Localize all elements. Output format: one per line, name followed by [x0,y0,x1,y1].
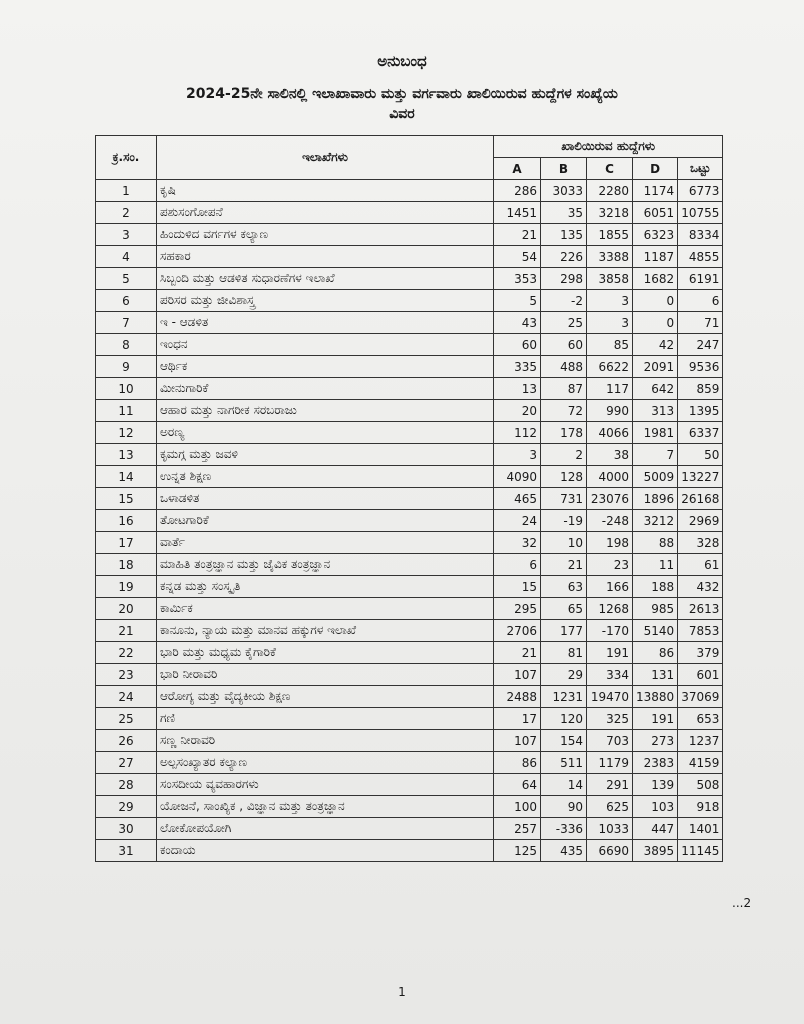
total-cell: 71 [678,312,723,334]
department-cell: ಲೋಕೋಪಯೋಗಿ [157,818,494,840]
value-a-cell: 112 [494,422,541,444]
value-d-cell: 11 [633,554,678,576]
value-c-cell: 291 [587,774,633,796]
department-cell: ಮಾಹಿತಿ ತಂತ್ರಜ್ಞಾನ ಮತ್ತು ಜೈವಿಕ ತಂತ್ರಜ್ಞಾನ [157,554,494,576]
total-cell: 918 [678,796,723,818]
value-c-cell: 1033 [587,818,633,840]
serial-cell: 17 [96,532,157,554]
total-cell: 6 [678,290,723,312]
value-a-cell: 2488 [494,686,541,708]
value-b-cell: 731 [541,488,587,510]
value-b-cell: 154 [541,730,587,752]
value-d-cell: 447 [633,818,678,840]
value-b-cell: -2 [541,290,587,312]
annex-label: ಅನುಬಂಧ [377,52,427,70]
continuation-marker: ...2 [732,896,752,910]
table-row [96,840,723,862]
value-d-cell: 13880 [633,686,678,708]
value-c-cell: 3 [587,312,633,334]
value-c-cell: -248 [587,510,633,532]
total-cell: 653 [678,708,723,730]
value-d-cell: 642 [633,378,678,400]
value-c-cell: 3858 [587,268,633,290]
total-cell: 4855 [678,246,723,268]
value-a-cell: 17 [494,708,541,730]
table-row [96,334,723,356]
value-c-cell: 4000 [587,466,633,488]
value-b-cell: 81 [541,642,587,664]
value-a-cell: 6 [494,554,541,576]
department-cell: ಕಾನೂನು, ನ್ಯಾಯ ಮತ್ತು ಮಾನವ ಹಕ್ಕುಗಳ ಇಲಾಖೆ [157,620,494,642]
serial-cell: 26 [96,730,157,752]
value-b-cell: 135 [541,224,587,246]
table-row [96,422,723,444]
table-row [96,620,723,642]
value-b-cell: 488 [541,356,587,378]
value-b-cell: 14 [541,774,587,796]
value-d-cell: 5140 [633,620,678,642]
value-c-cell: 3388 [587,246,633,268]
total-cell: 328 [678,532,723,554]
value-a-cell: 15 [494,576,541,598]
value-a-cell: 286 [494,180,541,202]
value-b-cell: 35 [541,202,587,224]
total-cell: 8334 [678,224,723,246]
department-cell: ಆರೋಗ್ಯ ಮತ್ತು ವೈದ್ಯಕೀಯ ಶಿಕ್ಷಣ [157,686,494,708]
table-row [96,686,723,708]
serial-cell: 18 [96,554,157,576]
col-d-header: D [633,158,678,180]
total-cell: 6191 [678,268,723,290]
value-d-cell: 3212 [633,510,678,532]
value-b-cell: 10 [541,532,587,554]
total-cell: 9536 [678,356,723,378]
department-cell: ಭಾರಿ ನೀರಾವರಿ [157,664,494,686]
table-row [96,488,723,510]
value-d-cell: 88 [633,532,678,554]
serial-cell: 16 [96,510,157,532]
value-c-cell: 1268 [587,598,633,620]
department-cell: ಆಹಾರ ಮತ್ತು ನಾಗರೀಕ ಸರಬರಾಜು [157,400,494,422]
department-cell: ಕಾರ್ಮಿಕ [157,598,494,620]
vacancy-group-header: ಖಾಲಿಯಿರುವ ಹುದ್ದೆಗಳು [494,136,723,158]
serial-cell: 22 [96,642,157,664]
value-c-cell: 19470 [587,686,633,708]
value-b-cell: 90 [541,796,587,818]
table-row [96,576,723,598]
department-cell: ತೋಟಗಾರಿಕೆ [157,510,494,532]
value-c-cell: 325 [587,708,633,730]
value-d-cell: 7 [633,444,678,466]
serial-cell: 25 [96,708,157,730]
total-cell: 247 [678,334,723,356]
value-b-cell: 63 [541,576,587,598]
table-row [96,598,723,620]
table-row [96,664,723,686]
department-cell: ಯೋಜನೆ, ಸಾಂಖ್ಯಿಕ , ವಿಜ್ಞಾನ ಮತ್ತು ತಂತ್ರಜ್ಞಾನ [157,796,494,818]
table-row [96,246,723,268]
page-number: 1 [398,985,406,999]
value-d-cell: 86 [633,642,678,664]
table-row [96,818,723,840]
department-cell: ಪರಿಸರ ಮತ್ತು ಜೀವಿಶಾಸ್ತ್ರ [157,290,494,312]
value-a-cell: 43 [494,312,541,334]
total-cell: 13227 [678,466,723,488]
value-c-cell: 191 [587,642,633,664]
table-row [96,774,723,796]
total-cell: 1395 [678,400,723,422]
value-b-cell: 226 [541,246,587,268]
total-cell: 7853 [678,620,723,642]
value-b-cell: 60 [541,334,587,356]
value-b-cell: 128 [541,466,587,488]
total-cell: 6337 [678,422,723,444]
table-row [96,356,723,378]
value-a-cell: 107 [494,730,541,752]
department-cell: ಕೃಮಗ್ಗ ಮತ್ತು ಜವಳಿ [157,444,494,466]
total-cell: 1237 [678,730,723,752]
value-b-cell: 29 [541,664,587,686]
value-c-cell: 703 [587,730,633,752]
serial-cell: 20 [96,598,157,620]
value-d-cell: 191 [633,708,678,730]
table-row [96,202,723,224]
department-cell: ಇ - ಆಡಳಿತ [157,312,494,334]
department-header: ಇಲಾಖೆಗಳು [157,136,494,180]
value-d-cell: 985 [633,598,678,620]
value-b-cell: 511 [541,752,587,774]
serial-cell: 13 [96,444,157,466]
total-cell: 11145 [678,840,723,862]
serial-cell: 27 [96,752,157,774]
serial-cell: 8 [96,334,157,356]
value-a-cell: 21 [494,224,541,246]
department-cell: ಅರಣ್ಯ [157,422,494,444]
table-row [96,796,723,818]
department-cell: ಕೃಷಿ [157,180,494,202]
department-cell: ಸಂಸದೀಯ ವ್ಯವಹಾರಗಳು [157,774,494,796]
serial-cell: 31 [96,840,157,862]
value-d-cell: 6323 [633,224,678,246]
col-c-header: C [587,158,633,180]
value-c-cell: 23 [587,554,633,576]
department-cell: ಗಣಿ [157,708,494,730]
col-a-header: A [494,158,541,180]
value-c-cell: 117 [587,378,633,400]
department-cell: ಮೀನುಗಾರಿಕೆ [157,378,494,400]
table-row [96,444,723,466]
department-cell: ಇಂಧನ [157,334,494,356]
value-a-cell: 60 [494,334,541,356]
value-b-cell: -336 [541,818,587,840]
value-c-cell: -170 [587,620,633,642]
total-cell: 432 [678,576,723,598]
department-cell: ಕಂದಾಯ [157,840,494,862]
table-row [96,400,723,422]
value-d-cell: 2091 [633,356,678,378]
total-cell: 6773 [678,180,723,202]
total-cell: 4159 [678,752,723,774]
value-a-cell: 335 [494,356,541,378]
value-a-cell: 32 [494,532,541,554]
value-a-cell: 257 [494,818,541,840]
value-b-cell: 65 [541,598,587,620]
table-row [96,180,723,202]
serial-cell: 15 [96,488,157,510]
serial-cell: 23 [96,664,157,686]
serial-header: ಕ್ರ.ಸಂ. [96,136,157,180]
vacancy-table [95,135,723,862]
value-a-cell: 64 [494,774,541,796]
serial-cell: 28 [96,774,157,796]
value-c-cell: 4066 [587,422,633,444]
value-c-cell: 625 [587,796,633,818]
serial-cell: 1 [96,180,157,202]
department-cell: ಪಶುಸಂಗೋಪನೆ [157,202,494,224]
serial-cell: 21 [96,620,157,642]
total-cell: 61 [678,554,723,576]
value-b-cell: 177 [541,620,587,642]
value-c-cell: 1179 [587,752,633,774]
value-d-cell: 313 [633,400,678,422]
value-b-cell: 72 [541,400,587,422]
value-a-cell: 465 [494,488,541,510]
value-b-cell: 2 [541,444,587,466]
value-c-cell: 198 [587,532,633,554]
value-a-cell: 295 [494,598,541,620]
value-c-cell: 6690 [587,840,633,862]
value-a-cell: 125 [494,840,541,862]
department-cell: ಭಾರಿ ಮತ್ತು ಮಧ್ಯಮ ಕೈಗಾರಿಕೆ [157,642,494,664]
document-title-continued: ವಿವರ [389,106,415,122]
value-c-cell: 3 [587,290,633,312]
serial-cell: 12 [96,422,157,444]
value-a-cell: 20 [494,400,541,422]
value-c-cell: 6622 [587,356,633,378]
value-c-cell: 166 [587,576,633,598]
value-b-cell: 25 [541,312,587,334]
serial-cell: 5 [96,268,157,290]
document-title: 2024-25ನೇ ಸಾಲಿನಲ್ಲಿ ಇಲಾಖಾವಾರು ಮತ್ತು ವರ್ಗವಾರು ಖಾಲಿಯಿರುವ ಹುದ್ದೆಗಳ ಸಂಖ್ಯೆಯ [186,86,618,102]
department-cell: ಕನ್ನಡ ಮತ್ತು ಸಂಸ್ಕೃತಿ [157,576,494,598]
value-b-cell: 87 [541,378,587,400]
total-cell: 37069 [678,686,723,708]
table-row [96,554,723,576]
department-cell: ಸಿಬ್ಬಂದಿ ಮತ್ತು ಆಡಳಿತ ಸುಧಾರಣೆಗಳ ಇಲಾಖೆ [157,268,494,290]
serial-cell: 11 [96,400,157,422]
value-c-cell: 990 [587,400,633,422]
value-c-cell: 23076 [587,488,633,510]
table-row [96,752,723,774]
value-d-cell: 3895 [633,840,678,862]
value-a-cell: 1451 [494,202,541,224]
total-cell: 2969 [678,510,723,532]
serial-cell: 10 [96,378,157,400]
department-cell: ಅಲ್ಪಸಂಖ್ಯಾತರ ಕಲ್ಯಾಣ [157,752,494,774]
serial-cell: 9 [96,356,157,378]
value-b-cell: 178 [541,422,587,444]
serial-cell: 19 [96,576,157,598]
total-cell: 508 [678,774,723,796]
department-cell: ವಾರ್ತೆ [157,532,494,554]
value-a-cell: 5 [494,290,541,312]
value-a-cell: 353 [494,268,541,290]
value-a-cell: 54 [494,246,541,268]
serial-cell: 6 [96,290,157,312]
value-b-cell: 1231 [541,686,587,708]
value-c-cell: 334 [587,664,633,686]
value-c-cell: 3218 [587,202,633,224]
value-d-cell: 1187 [633,246,678,268]
table-row [96,642,723,664]
total-cell: 10755 [678,202,723,224]
table-row [96,730,723,752]
department-cell: ಒಳಾಡಳಿತ [157,488,494,510]
department-cell: ಹಿಂದುಳಿದ ವರ್ಗಗಳ ಕಲ್ಯಾಣ [157,224,494,246]
col-b-header: B [541,158,587,180]
value-d-cell: 273 [633,730,678,752]
value-a-cell: 2706 [494,620,541,642]
total-cell: 50 [678,444,723,466]
total-cell: 859 [678,378,723,400]
value-a-cell: 86 [494,752,541,774]
table-body [96,180,723,862]
value-c-cell: 1855 [587,224,633,246]
value-c-cell: 2280 [587,180,633,202]
value-d-cell: 2383 [633,752,678,774]
value-b-cell: 298 [541,268,587,290]
value-b-cell: 21 [541,554,587,576]
value-d-cell: 0 [633,290,678,312]
table-row [96,378,723,400]
value-a-cell: 21 [494,642,541,664]
serial-cell: 24 [96,686,157,708]
value-c-cell: 38 [587,444,633,466]
table-row [96,268,723,290]
department-cell: ಸಣ್ಣ ನೀರಾವರಿ [157,730,494,752]
value-d-cell: 1896 [633,488,678,510]
value-a-cell: 3 [494,444,541,466]
value-b-cell: 435 [541,840,587,862]
value-d-cell: 188 [633,576,678,598]
serial-cell: 4 [96,246,157,268]
total-cell: 379 [678,642,723,664]
table-row [96,708,723,730]
total-cell: 1401 [678,818,723,840]
value-d-cell: 1174 [633,180,678,202]
serial-cell: 14 [96,466,157,488]
table-row [96,466,723,488]
value-d-cell: 6051 [633,202,678,224]
serial-cell: 30 [96,818,157,840]
value-d-cell: 5009 [633,466,678,488]
department-cell: ಸಹಕಾರ [157,246,494,268]
table-row [96,290,723,312]
department-cell: ಆರ್ಥಿಕ [157,356,494,378]
total-cell: 601 [678,664,723,686]
value-a-cell: 13 [494,378,541,400]
value-d-cell: 42 [633,334,678,356]
table-row [96,312,723,334]
total-cell: 26168 [678,488,723,510]
serial-cell: 7 [96,312,157,334]
col-total-header: ಒಟ್ಟು [678,158,723,180]
value-d-cell: 131 [633,664,678,686]
table-row [96,224,723,246]
value-a-cell: 4090 [494,466,541,488]
value-b-cell: 3033 [541,180,587,202]
department-cell: ಉನ್ನತ ಶಿಕ್ಷಣ [157,466,494,488]
value-a-cell: 24 [494,510,541,532]
value-d-cell: 103 [633,796,678,818]
total-cell: 2613 [678,598,723,620]
table-row [96,532,723,554]
serial-cell: 29 [96,796,157,818]
value-d-cell: 0 [633,312,678,334]
value-a-cell: 107 [494,664,541,686]
value-d-cell: 1682 [633,268,678,290]
serial-cell: 3 [96,224,157,246]
value-b-cell: -19 [541,510,587,532]
table-row [96,510,723,532]
value-a-cell: 100 [494,796,541,818]
value-c-cell: 85 [587,334,633,356]
value-d-cell: 139 [633,774,678,796]
value-b-cell: 120 [541,708,587,730]
serial-cell: 2 [96,202,157,224]
value-d-cell: 1981 [633,422,678,444]
